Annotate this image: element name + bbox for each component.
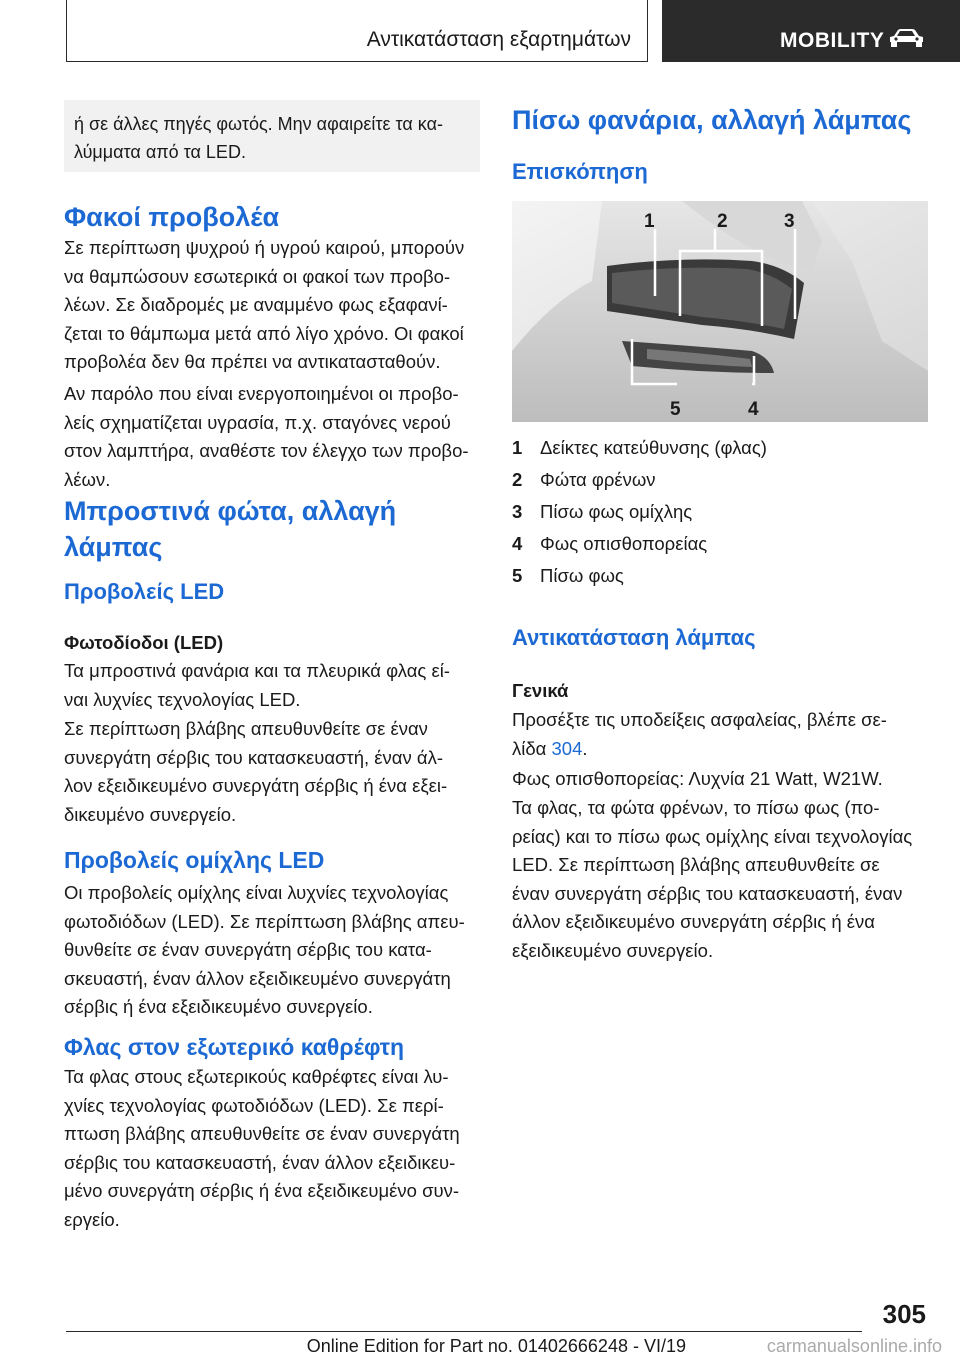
text-line: φωτοδιόδων (LED). Σε περίπτωση βλάβης απευ- — [64, 910, 465, 932]
text-line: να θαμπώσουν εσωτερικά οι φακοί των προβο- — [64, 265, 451, 287]
header-brand-box — [662, 0, 960, 62]
legend-number: 4 — [512, 533, 523, 554]
led-subheading: Φωτοδίοδοι (LED) — [64, 632, 224, 653]
text-line: θυνθείτε σε έναν συνεργάτη σέρβις του κατα- — [64, 939, 432, 960]
note-line: λύμματα από τα LED. — [74, 142, 246, 162]
text-line: σκευαστή, έναν άλλον εξειδικευμένο συνεργάτη — [64, 967, 451, 989]
text-line — [512, 735, 887, 764]
text-line: έναν συνεργάτη σέρβις του κατασκευαστή, έναν — [512, 882, 903, 904]
led-headlights-heading: Προβολείς LED — [64, 579, 225, 604]
text-line: Τα μπροστινά φανάρια και τα πλευρικά φλας εί- — [64, 660, 450, 681]
headlights-paragraph-2 — [64, 380, 469, 494]
bulb-replacement-heading: Αντικατάσταση λάμπας — [512, 625, 756, 650]
legend-label: Φώτα φρένων — [540, 469, 656, 490]
callout-1: 1 — [644, 211, 655, 232]
legend-number: 1 — [512, 437, 523, 458]
mirror-indicator-heading: Φλας στον εξωτερικό καθρέφτη — [64, 1034, 405, 1060]
text-line: LED. Σε περίπτωση βλάβης απευθυνθείτε σε — [512, 854, 880, 875]
general-paragraph-2: Φως οπισθοπορείας: Λυχνία 21 Watt, W21W. — [512, 768, 883, 789]
text-line: Τα φλας, τα φώτα φρένων, το πίσω φως (πο- — [512, 797, 880, 818]
text-line: Σε περίπτωση ψυχρού ή υγρού καιρού, μπορούν — [64, 237, 465, 258]
heading-line: Μπροστινά φώτα, αλλαγή — [64, 496, 397, 526]
text-line: ρείας) και το πίσω φως ομίχλης είναι τεχνολογίας — [512, 825, 913, 847]
brand-label: MOBILITY — [780, 29, 885, 52]
legend-label: Φως οπισθοπορείας — [540, 533, 708, 554]
text-line: σέρβις του κατασκευαστή, έναν άλλον εξειδικευ- — [64, 1151, 456, 1173]
section-title: Αντικατάσταση εξαρτημάτων — [366, 28, 631, 51]
text-line: στον λαμπτήρα, αναθέστε τον έλεγχο των προβο- — [64, 440, 469, 461]
page-number: 305 — [882, 1299, 926, 1329]
text-line: λον εξειδικευμένο συνεργάτη σέρβις ή ένα εξει- — [64, 775, 448, 796]
page-link-304[interactable]: 304 — [551, 737, 583, 759]
header-section-box — [66, 0, 648, 62]
car-icon — [886, 25, 926, 51]
heading-line: λάμπας — [64, 532, 163, 562]
text-line: άλλον εξειδικευμένο συνεργάτη σέρβις ή ένα — [512, 911, 875, 932]
text-line: Τα φλας στους εξωτερικούς καθρέφτες είναι λυ- — [64, 1066, 449, 1087]
note-line: ή σε άλλες πηγές φωτός. Μην αφαιρείτε τα κα- — [74, 114, 443, 134]
legend-number: 2 — [512, 469, 523, 490]
mirror-paragraph — [64, 1063, 460, 1234]
text-fragment: λίδα — [512, 737, 552, 759]
overview-heading: Επισκόπηση — [512, 159, 648, 184]
text-line: Οι προβολείς ομίχλης είναι λυχνίες τεχνολογίας — [64, 882, 449, 903]
led-paragraph-2 — [64, 715, 447, 829]
general-heading: Γενικά — [512, 680, 569, 701]
text-line: λέων. — [64, 468, 111, 490]
text-line: ναι λυχνίες τεχνολογίας LED. — [64, 688, 301, 710]
text-line: προβολέα δεν θα πρέπει να αντικατασταθούν. — [64, 351, 441, 372]
legend-label: Πίσω φως ομίχλης — [540, 501, 693, 522]
text-line: Αν παρόλο που είναι ενεργοποιημένοι οι προβο- — [64, 383, 459, 404]
text-line: μένο συνεργάτη σέρβις ή ένα εξειδικευμένο συν- — [64, 1180, 460, 1201]
led-paragraph-1 — [64, 657, 450, 714]
text-line: Σε περίπτωση βλάβης απευθυνθείτε σε έναν — [64, 718, 428, 739]
legend-number: 5 — [512, 565, 523, 586]
text-line: ζεται το θάμπωμα μετά από λίγο χρόνο. Οι φακοί — [64, 322, 464, 344]
text-line: σέρβις ή ένα εξειδικευμένο συνεργείο. — [64, 996, 373, 1017]
note-box — [64, 100, 480, 172]
front-lights-heading — [64, 493, 396, 565]
text-line: συνεργάτη σέρβις του κατασκευαστή, έναν άλ- — [64, 746, 443, 768]
text-line: εργείο. — [64, 1208, 120, 1230]
text-line: χνίες τεχνολογίας φωτοδιόδων (LED). Σε περί- — [64, 1094, 444, 1116]
legend-number: 3 — [512, 501, 523, 522]
text-line: Προσέξτε τις υποδείξεις ασφαλείας, βλέπε σε- — [512, 709, 887, 730]
callout-2: 2 — [717, 211, 728, 232]
text-line: δικευμένο συνεργείο. — [64, 803, 237, 825]
text-line: λέων. Σε διαδρομές με αναμμένο φως εξαφανί- — [64, 294, 448, 315]
text-fragment: . — [582, 737, 588, 759]
rear-lights-heading: Πίσω φανάρια, αλλαγή λάμπας — [512, 105, 912, 135]
watermark: carmanualsonline.info — [766, 1336, 942, 1356]
general-paragraph-1 — [512, 706, 887, 763]
fog-lights-heading: Προβολείς ομίχλης LED — [64, 847, 325, 873]
legend-label: Δείκτες κατεύθυνσης (φλας) — [540, 437, 767, 458]
rear-light-figure — [512, 201, 928, 422]
fog-paragraph — [64, 879, 465, 1022]
edition-footer: Online Edition for Part no. 01402666248 - VI/19 — [306, 1336, 686, 1356]
footer-divider — [66, 1331, 862, 1332]
general-paragraph-3 — [512, 794, 912, 965]
text-line: πτωση βλάβης απευθυνθείτε σε έναν συνεργάτη — [64, 1123, 460, 1144]
headlights-paragraph-1 — [64, 234, 464, 377]
legend-label: Πίσω φως — [540, 565, 624, 586]
text-line: λείς σχηματίζεται υγρασία, π.χ. σταγόνες νερού — [64, 411, 451, 433]
callout-5: 5 — [670, 399, 681, 420]
callout-3: 3 — [784, 211, 795, 232]
callout-4: 4 — [748, 399, 759, 420]
headlights-heading: Φακοί προβολέα — [64, 202, 280, 232]
text-line: εξειδικευμένο συνεργείο. — [512, 939, 714, 961]
